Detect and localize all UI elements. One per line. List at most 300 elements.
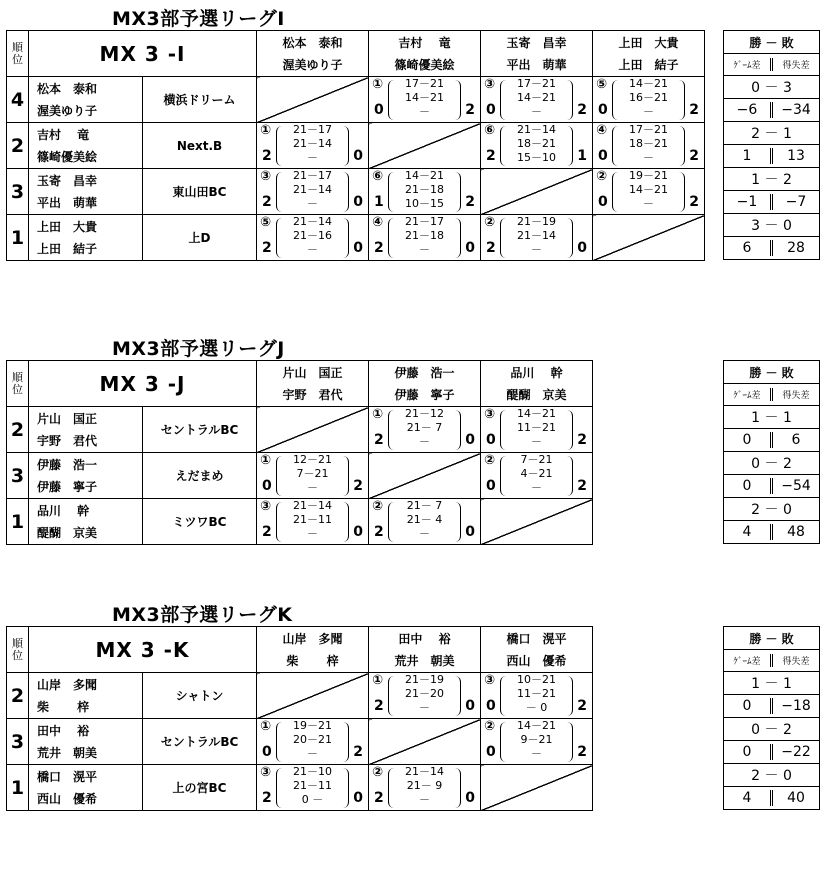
player-name: 西山 優希 xyxy=(37,791,98,806)
table-row xyxy=(7,765,593,811)
game-diff-value: 0 xyxy=(724,744,773,760)
point-diff-label: 得失差 xyxy=(782,657,810,667)
game-diff-label: ｹﾞｰﾑ差 xyxy=(724,388,773,401)
rank-value: 4 xyxy=(7,77,29,123)
win-loss-header: 勝 － 敗 xyxy=(724,627,820,650)
set-score: 19－21 xyxy=(293,719,332,732)
match-result-cell xyxy=(369,407,481,453)
league-title: MX3部予選リーグI xyxy=(112,8,285,30)
player-name: 宇野 君代 xyxy=(282,387,343,402)
set-scores xyxy=(481,407,592,449)
point-diff-value: −22 xyxy=(781,744,811,760)
match-result-cell xyxy=(481,77,593,123)
team-names xyxy=(29,407,143,453)
set-score: － xyxy=(643,105,654,118)
set-score: 21－17 xyxy=(293,169,332,182)
set-scores xyxy=(593,169,704,211)
set-scores xyxy=(369,215,480,257)
set-score: － xyxy=(307,527,318,540)
set-score: 7－21 xyxy=(296,467,329,480)
set-score: － xyxy=(531,481,542,494)
set-scores xyxy=(257,123,368,165)
team-names xyxy=(29,77,143,123)
win-loss-record: 0 － 3 xyxy=(724,76,820,99)
set-score: 21－ 4 xyxy=(406,513,443,526)
games-lost: 0 xyxy=(353,240,363,256)
set-scores xyxy=(481,719,592,761)
set-scores xyxy=(481,673,592,715)
games-lost: 0 xyxy=(577,240,587,256)
set-score: 0 － xyxy=(301,793,324,806)
set-score: 21－14 xyxy=(517,123,556,136)
set-score: － 0 xyxy=(525,701,548,714)
rank-value: 3 xyxy=(7,719,29,765)
match-result-cell xyxy=(593,169,705,215)
column-header-team xyxy=(481,361,593,407)
table-row xyxy=(7,407,593,453)
set-score: 21－18 xyxy=(405,183,444,196)
standings-table xyxy=(723,30,820,260)
column-header-team xyxy=(481,627,593,673)
set-score: 19－21 xyxy=(629,169,668,182)
player-name: 品川 幹 xyxy=(510,365,563,380)
game-diff-value: −6 xyxy=(724,102,773,118)
club-name: 上D xyxy=(143,215,257,261)
self-match-cell xyxy=(369,123,481,169)
set-score: 4－21 xyxy=(520,467,553,480)
set-score: 12－21 xyxy=(293,453,332,466)
games-lost: 2 xyxy=(689,148,699,164)
games-lost: 1 xyxy=(577,148,587,164)
win-loss-record: 0 － 2 xyxy=(724,718,820,741)
league-table xyxy=(6,626,593,811)
set-score: 15－10 xyxy=(517,151,556,164)
column-header-team xyxy=(481,31,593,77)
match-result-cell xyxy=(481,123,593,169)
player-name: 玉寄 昌幸 xyxy=(37,173,98,188)
league-title: MX3部予選リーグJ xyxy=(112,338,285,360)
player-name: 伊藤 寧子 xyxy=(37,479,98,494)
game-diff-value: 0 xyxy=(724,432,773,448)
games-lost: 2 xyxy=(353,744,363,760)
player-name: 西山 優希 xyxy=(506,653,567,668)
games-won: 0 xyxy=(262,744,272,760)
player-name: 山岸 多聞 xyxy=(37,677,98,692)
table-row xyxy=(7,215,705,261)
self-match-cell xyxy=(369,453,481,499)
rank-header xyxy=(7,627,29,673)
club-name: 横浜ドリーム xyxy=(143,77,257,123)
games-lost: 2 xyxy=(465,194,475,210)
games-lost: 2 xyxy=(577,744,587,760)
diff-values xyxy=(724,191,820,214)
match-order-number: ③ xyxy=(484,407,496,422)
rank-header xyxy=(7,31,29,77)
set-score: － xyxy=(531,747,542,760)
games-won: 0 xyxy=(486,432,496,448)
set-scores xyxy=(257,215,368,257)
match-order-number: ② xyxy=(596,169,608,184)
games-lost: 2 xyxy=(577,478,587,494)
set-score: － xyxy=(643,151,654,164)
player-name: 伊藤 寧子 xyxy=(394,387,455,402)
player-name: 山岸 多聞 xyxy=(282,631,343,646)
player-name: 渥美ゆり子 xyxy=(37,103,98,118)
self-match-cell xyxy=(369,719,481,765)
games-lost: 2 xyxy=(353,478,363,494)
set-score: 21－14 xyxy=(517,229,556,242)
games-won: 2 xyxy=(374,698,384,714)
player-name: 宇野 君代 xyxy=(37,433,98,448)
set-score: 21－14 xyxy=(405,765,444,778)
diff-values xyxy=(724,237,820,260)
rank-value: 1 xyxy=(7,765,29,811)
player-name: 吉村 竜 xyxy=(398,35,451,50)
games-lost: 2 xyxy=(577,432,587,448)
team-names xyxy=(29,215,143,261)
set-score: 21－14 xyxy=(293,183,332,196)
set-scores xyxy=(257,453,368,495)
games-won: 2 xyxy=(486,240,496,256)
table-row xyxy=(7,169,705,215)
match-order-number: ③ xyxy=(260,765,272,780)
match-order-number: ③ xyxy=(260,169,272,184)
set-score: － xyxy=(307,151,318,164)
match-result-cell xyxy=(369,765,481,811)
match-order-number: ③ xyxy=(484,673,496,688)
set-score: 21－ 7 xyxy=(406,499,443,512)
games-won: 0 xyxy=(598,194,608,210)
club-name: シャトン xyxy=(143,673,257,719)
diff-values xyxy=(724,99,820,122)
set-scores xyxy=(257,169,368,211)
standings-table xyxy=(723,626,820,810)
diff-header xyxy=(724,54,820,76)
match-result-cell xyxy=(481,407,593,453)
rank-value: 1 xyxy=(7,499,29,545)
match-order-number: ③ xyxy=(260,499,272,514)
column-header-team xyxy=(369,31,481,77)
set-scores xyxy=(369,673,480,715)
set-score: 20－21 xyxy=(293,733,332,746)
set-score: 21－20 xyxy=(405,687,444,700)
set-score: － xyxy=(307,197,318,210)
self-match-cell xyxy=(481,765,593,811)
set-scores xyxy=(481,123,592,165)
games-lost: 0 xyxy=(353,148,363,164)
games-lost: 2 xyxy=(689,102,699,118)
set-score: － xyxy=(419,435,430,448)
team-names xyxy=(29,169,143,215)
point-diff-value: −54 xyxy=(781,478,811,494)
club-name: Next.B xyxy=(143,123,257,169)
match-result-cell xyxy=(369,77,481,123)
set-score: 10－15 xyxy=(405,197,444,210)
column-header-team xyxy=(257,361,369,407)
games-won: 2 xyxy=(262,148,272,164)
match-order-number: ② xyxy=(484,215,496,230)
player-name: 松本 泰和 xyxy=(282,35,343,50)
match-order-number: ⑤ xyxy=(260,215,272,230)
games-lost: 2 xyxy=(577,102,587,118)
team-names xyxy=(29,123,143,169)
set-score: － xyxy=(643,197,654,210)
league-table xyxy=(6,360,593,545)
games-won: 2 xyxy=(374,790,384,806)
set-score: － xyxy=(531,243,542,256)
player-name: 上田 大貴 xyxy=(37,219,98,234)
player-name: 篠崎優美絵 xyxy=(394,57,455,72)
match-result-cell xyxy=(593,77,705,123)
player-name: 片山 国正 xyxy=(282,365,343,380)
club-name: セントラルBC xyxy=(143,719,257,765)
team-names xyxy=(29,499,143,545)
games-lost: 0 xyxy=(465,240,475,256)
win-loss-record: 2 － 0 xyxy=(724,764,820,787)
match-result-cell xyxy=(369,169,481,215)
set-score: 17－21 xyxy=(629,123,668,136)
set-score: － xyxy=(419,793,430,806)
set-scores xyxy=(257,765,368,807)
win-loss-record: 2 － 0 xyxy=(724,498,820,521)
set-score: 17－21 xyxy=(405,77,444,90)
diff-header xyxy=(724,384,820,406)
win-loss-record: 1 － 1 xyxy=(724,672,820,695)
player-name: 荒井 朝美 xyxy=(37,745,98,760)
match-result-cell xyxy=(257,169,369,215)
games-won: 2 xyxy=(374,432,384,448)
team-names xyxy=(29,673,143,719)
games-won: 0 xyxy=(262,478,272,494)
table-row xyxy=(7,719,593,765)
match-result-cell xyxy=(369,215,481,261)
player-name: 醍醐 京美 xyxy=(37,525,98,540)
match-result-cell xyxy=(593,123,705,169)
games-won: 1 xyxy=(374,194,384,210)
match-order-number: ① xyxy=(260,123,272,138)
league-code: MX 3 -I xyxy=(29,31,257,77)
set-score: － xyxy=(307,747,318,760)
match-order-number: ④ xyxy=(372,215,384,230)
games-won: 0 xyxy=(598,102,608,118)
set-score: 21－14 xyxy=(293,137,332,150)
games-won: 2 xyxy=(486,148,496,164)
player-name: 吉村 竜 xyxy=(37,127,90,142)
games-won: 2 xyxy=(262,240,272,256)
set-score: 21－14 xyxy=(293,499,332,512)
player-name: 品川 幹 xyxy=(37,503,90,518)
player-name: 上田 結子 xyxy=(618,57,679,72)
set-score: － xyxy=(531,435,542,448)
rank-value: 2 xyxy=(7,123,29,169)
set-score: 21－11 xyxy=(293,779,332,792)
player-name: 荒井 朝美 xyxy=(394,653,455,668)
player-name: 橋口 滉平 xyxy=(506,631,567,646)
game-diff-value: 6 xyxy=(724,240,773,256)
games-won: 2 xyxy=(262,524,272,540)
set-score: 7－21 xyxy=(520,453,553,466)
game-diff-value: 4 xyxy=(724,524,773,540)
match-result-cell xyxy=(257,499,369,545)
set-score: 21－11 xyxy=(293,513,332,526)
rank-value: 1 xyxy=(7,215,29,261)
games-won: 2 xyxy=(374,240,384,256)
diff-values xyxy=(724,741,820,764)
point-diff-value: 40 xyxy=(787,790,805,806)
set-score: 11－21 xyxy=(517,421,556,434)
rank-header-label: 順位 xyxy=(12,40,23,66)
match-order-number: ⑥ xyxy=(372,169,384,184)
rank-value: 2 xyxy=(7,673,29,719)
player-name: 田中 裕 xyxy=(398,631,451,646)
player-name: 平出 萌華 xyxy=(37,195,98,210)
table-row xyxy=(7,673,593,719)
rank-value: 2 xyxy=(7,407,29,453)
club-name: セントラルBC xyxy=(143,407,257,453)
point-diff-value: −18 xyxy=(781,698,811,714)
set-score: 10－21 xyxy=(517,673,556,686)
set-score: － xyxy=(307,243,318,256)
match-order-number: ② xyxy=(484,453,496,468)
match-order-number: ③ xyxy=(484,77,496,92)
match-result-cell xyxy=(481,719,593,765)
set-scores xyxy=(481,215,592,257)
win-loss-record: 1 － 1 xyxy=(724,406,820,429)
game-diff-label: ｹﾞｰﾑ差 xyxy=(724,58,773,71)
rank-header-label: 順位 xyxy=(12,636,23,662)
set-score: 21－12 xyxy=(405,407,444,420)
set-score: 14－21 xyxy=(629,183,668,196)
set-score: 21－14 xyxy=(293,215,332,228)
game-diff-value: 4 xyxy=(724,790,773,806)
set-scores xyxy=(369,77,480,119)
set-score: 14－21 xyxy=(405,169,444,182)
match-result-cell xyxy=(369,499,481,545)
column-header-team xyxy=(257,627,369,673)
team-names xyxy=(29,719,143,765)
set-score: 14－21 xyxy=(517,719,556,732)
player-name: 橋口 滉平 xyxy=(37,769,98,784)
match-result-cell xyxy=(257,719,369,765)
set-score: 21－10 xyxy=(293,765,332,778)
set-score: 14－21 xyxy=(405,91,444,104)
games-won: 0 xyxy=(486,478,496,494)
match-result-cell xyxy=(481,215,593,261)
point-diff-label: 得失差 xyxy=(782,391,810,401)
match-order-number: ⑤ xyxy=(596,77,608,92)
self-match-cell xyxy=(593,215,705,261)
league-code: MX 3 -K xyxy=(29,627,257,673)
match-result-cell xyxy=(481,453,593,499)
win-loss-record: 2 － 1 xyxy=(724,122,820,145)
match-result-cell xyxy=(257,453,369,499)
self-match-cell xyxy=(481,169,593,215)
games-lost: 0 xyxy=(465,790,475,806)
player-name: 伊藤 浩一 xyxy=(37,457,98,472)
player-name: 伊藤 浩一 xyxy=(394,365,455,380)
column-header-team xyxy=(369,361,481,407)
set-score: 21－ 7 xyxy=(406,421,443,434)
win-loss-header: 勝 － 敗 xyxy=(724,361,820,384)
set-scores xyxy=(369,765,480,807)
games-lost: 0 xyxy=(353,194,363,210)
win-loss-header: 勝 － 敗 xyxy=(724,31,820,54)
match-result-cell xyxy=(257,123,369,169)
match-result-cell xyxy=(257,215,369,261)
set-scores xyxy=(369,169,480,211)
player-name: 松本 泰和 xyxy=(37,81,98,96)
set-score: － xyxy=(419,105,430,118)
diff-values xyxy=(724,787,820,810)
match-order-number: ④ xyxy=(596,123,608,138)
table-row xyxy=(7,453,593,499)
set-score: 14－21 xyxy=(517,407,556,420)
games-lost: 0 xyxy=(465,524,475,540)
set-score: 21－16 xyxy=(293,229,332,242)
set-scores xyxy=(593,123,704,165)
set-score: 11－21 xyxy=(517,687,556,700)
set-scores xyxy=(369,499,480,541)
set-score: 18－21 xyxy=(517,137,556,150)
diff-values xyxy=(724,429,820,452)
rank-value: 3 xyxy=(7,453,29,499)
column-header-team xyxy=(593,31,705,77)
set-scores xyxy=(369,407,480,449)
team-names xyxy=(29,765,143,811)
match-order-number: ① xyxy=(372,673,384,688)
games-lost: 0 xyxy=(353,524,363,540)
diff-header xyxy=(724,650,820,672)
player-name: 平出 萌華 xyxy=(506,57,567,72)
game-diff-value: 0 xyxy=(724,478,773,494)
match-order-number: ① xyxy=(372,407,384,422)
table-row xyxy=(7,123,705,169)
match-order-number: ① xyxy=(260,719,272,734)
player-name: 玉寄 昌幸 xyxy=(506,35,567,50)
column-header-team xyxy=(369,627,481,673)
player-name: 上田 大貴 xyxy=(618,35,679,50)
set-score: 21－19 xyxy=(517,215,556,228)
diff-values xyxy=(724,145,820,168)
league-title: MX3部予選リーグK xyxy=(112,604,293,626)
column-header-team xyxy=(257,31,369,77)
games-won: 2 xyxy=(262,790,272,806)
point-diff-label: 得失差 xyxy=(782,61,810,71)
set-scores xyxy=(481,453,592,495)
team-names xyxy=(29,453,143,499)
game-diff-value: 0 xyxy=(724,698,773,714)
games-lost: 2 xyxy=(689,194,699,210)
games-won: 2 xyxy=(374,524,384,540)
set-score: － xyxy=(419,527,430,540)
diff-values xyxy=(724,521,820,544)
player-name: 田中 裕 xyxy=(37,723,90,738)
league-code: MX 3 -J xyxy=(29,361,257,407)
rank-value: 3 xyxy=(7,169,29,215)
set-score: 21－18 xyxy=(405,229,444,242)
player-name: 柴 梓 xyxy=(286,653,339,668)
match-order-number: ⑥ xyxy=(484,123,496,138)
self-match-cell xyxy=(257,407,369,453)
self-match-cell xyxy=(257,77,369,123)
rank-header-label: 順位 xyxy=(12,370,23,396)
games-won: 0 xyxy=(598,148,608,164)
match-order-number: ② xyxy=(484,719,496,734)
games-won: 2 xyxy=(262,194,272,210)
match-order-number: ① xyxy=(260,453,272,468)
games-lost: 2 xyxy=(465,102,475,118)
match-result-cell xyxy=(369,673,481,719)
